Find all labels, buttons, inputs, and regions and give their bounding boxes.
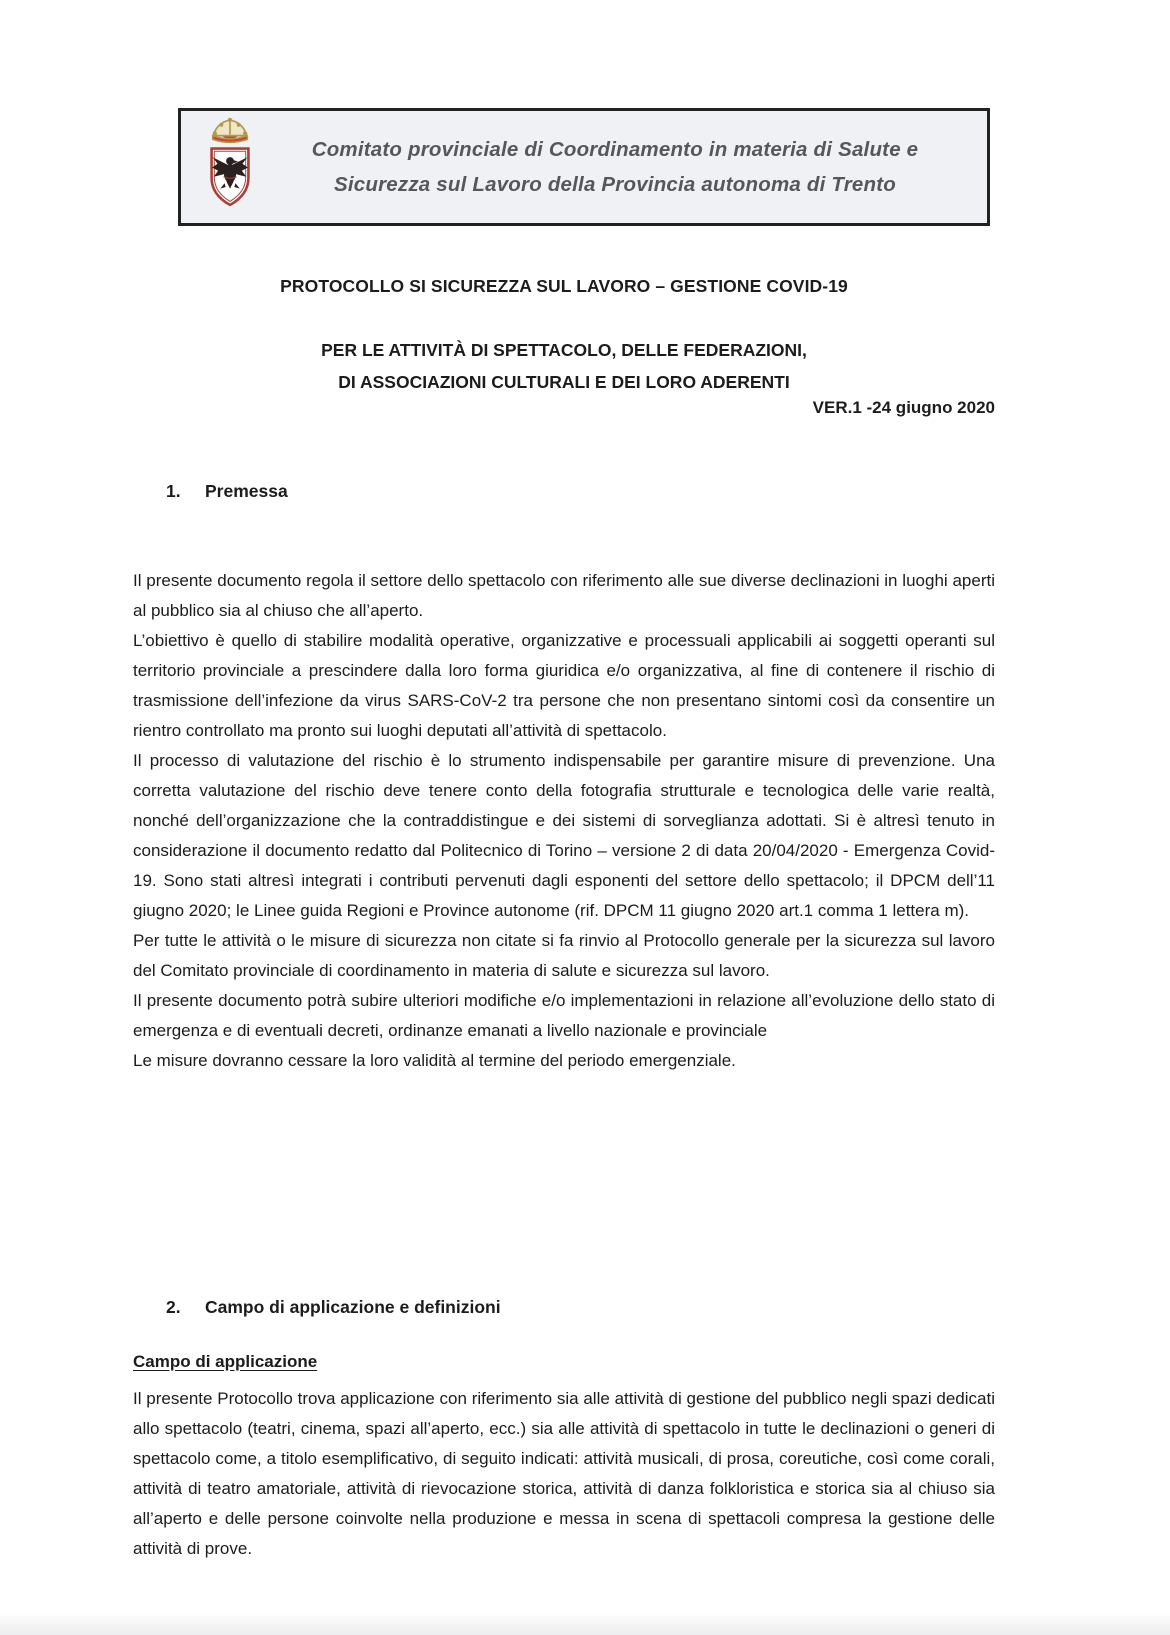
paragraph: Per tutte le attività o le misure di sicurezza non citate si fa rinvio al Protocollo generale per la sicurezza sul lavoro del Comitato provinciale di coordinamento in materia di salute e sicurezza sul lavoro.: [133, 931, 995, 980]
section-2-number: 2.: [166, 1297, 181, 1317]
document-subtitle-line2: DI ASSOCIAZIONI CULTURALI E DEI LORO ADERENTI: [338, 372, 790, 392]
org-name: [263, 132, 987, 202]
paragraph: Il presente Protocollo trova applicazione con riferimento sia alle attività di gestione del pubblico negli spazi dedicati allo spettacolo (teatri, cinema, spazi all’aperto, ecc.) sia alle attività di spettacolo in tutte le declinazioni o generi di spettacolo come, a titolo esemplificativo, di seguito indicati: attività musicali, di prosa, coreutiche, così come corali, attività di teatro amatoriale, attività di rievocazione storica, attività di danza folkloristica e storica sia al chiuso sia all’aperto e delle persone coinvolte nella produzione e messa in scena di spettacoli compresa la gestione delle attività di prove.: [133, 1389, 995, 1558]
section-1-body: [133, 566, 995, 1076]
org-name-line1: Comitato provinciale di Coordinamento in materia di Salute e: [311, 138, 919, 161]
section-2-heading: [166, 1297, 501, 1318]
paragraph: Le misure dovranno cessare la loro validità al termine del periodo emergenziale.: [133, 1051, 736, 1070]
section-2-title: Campo di applicazione e definizioni: [205, 1297, 501, 1317]
org-name-line2: Sicurezza sul Lavoro della Provincia autonoma di Trento: [334, 173, 896, 196]
section-1-heading: [166, 481, 288, 502]
document-subtitle: [133, 334, 995, 398]
campo-di-applicazione-subheading: Campo di applicazione: [133, 1352, 318, 1371]
document-title: PROTOCOLLO SI SICUREZZA SUL LAVORO – GESTIONE COVID-19: [280, 276, 848, 296]
section-1-title: Premessa: [205, 481, 288, 501]
paragraph: Il presente documento potrà subire ulteriori modifiche e/o implementazioni in relazione all’evoluzione dello stato di emergenza e di eventuali decreti, ordinanze emanati a livello nazionale e provinciale: [133, 991, 995, 1040]
paragraph: Il processo di valutazione del rischio è lo strumento indispensabile per garantire misure di prevenzione. Una corretta valutazione del rischio deve tenere conto della fotografia strutturale e tecnologica delle varie realtà, nonché dell’organizzazione che la contraddistingue e dei sistemi di sorveglianza adottati. Si è altresì tenuto in considerazione il documento redatto dal Politecnico di Torino – versione 2 di data 20/04/2020 - Emergenza Covid-19. Sono stati altresì integrati i contributi pervenuti dagli esponenti del settore dello spettacolo; il DPCM dell’11 giugno 2020; le Linee guida Regioni e Province autonome (rif. DPCM 11 giugno 2020 art.1 comma 1 lettera m).: [133, 751, 995, 920]
section-1-number: 1.: [166, 481, 181, 501]
paragraph: Il presente documento regola il settore dello spettacolo con riferimento alle sue diverse declinazioni in luoghi aperti al pubblico sia al chiuso che all’aperto.: [133, 571, 995, 620]
section-2-body: [133, 1384, 995, 1564]
version-label: VER.1 -24 giugno 2020: [812, 398, 995, 417]
page-bottom-edge: [0, 1613, 1170, 1635]
paragraph: L’obiettivo è quello di stabilire modalità operative, organizzative e processuali applicabili ai soggetti operanti sul territorio provinciale a prescindere dalla loro forma giuridica e/o organizzativa, al fine di contenere il rischio di trasmissione dell’infezione da virus SARS-CoV-2 tra persone che non presentano sintomi così da consentire un rientro controllato ma pronto sui luoghi deputati all’attività di spettacolo.: [133, 631, 995, 740]
org-banner: [178, 108, 990, 226]
document-subtitle-line1: PER LE ATTIVITÀ DI SPETTACOLO, DELLE FEDERAZIONI,: [321, 340, 807, 360]
trento-coat-of-arms-icon: [197, 115, 263, 219]
